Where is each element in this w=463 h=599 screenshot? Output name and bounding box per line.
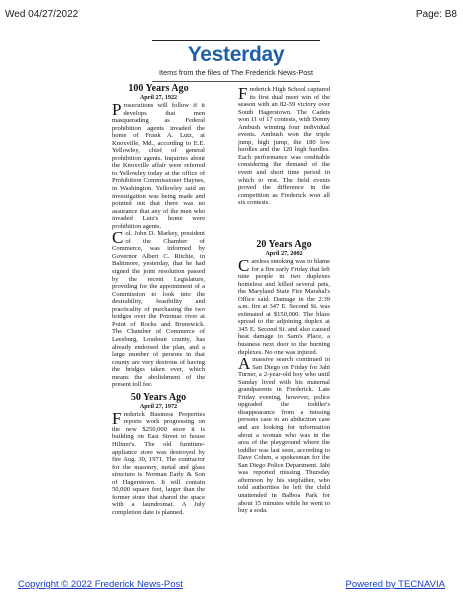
edition-date: Wed 04/27/2022 bbox=[5, 9, 79, 20]
section-date: April 27, 1972 bbox=[139, 402, 178, 410]
paragraph-text: rederick High School captured its first dual meet win of the season with an 82-59 victory over South Hagerstown. The Cadets won 11 of 17 contests, with Donny Ambush winning four individual events. Ambush won the triple jump, high jump, the 180 low hurdles and the 120 high hurdles. Each performance was creditable considering the demand of the event and short time period in which to rest. The field events proved the difference in the competition as Frederick won all six contests. bbox=[238, 86, 330, 207]
copyright-link[interactable]: Copyright © 2022 Frederick News-Post bbox=[18, 579, 183, 590]
article-paragraph bbox=[238, 86, 330, 207]
drop-cap: C bbox=[112, 228, 124, 248]
section-heading: 50 Years Ago bbox=[130, 391, 187, 403]
page-footer bbox=[0, 579, 463, 595]
drop-cap: A bbox=[238, 354, 251, 374]
section-50-years bbox=[112, 393, 205, 517]
article-paragraph bbox=[112, 408, 205, 517]
left-column bbox=[112, 84, 205, 516]
paragraph-text: rosecutions will follow if it develops that men masquerading as Federal prohibition agents invaded the home of Frank A. Lutz, at Knoxville, Md., according to E.E. Yellowley, chief of general prohibition agents. Inquiries about the Knoxville affair were referred to Yellowley today at the office of Prohibition Commissioner Haynes, in Washington. Yellowley said an investigation was being made and pointed out that there was no assurance that any of the men who invaded Lutz's home were prohibition agents. bbox=[112, 102, 205, 230]
article-paragraph bbox=[112, 230, 205, 388]
paragraph-text: rederick Business Properties reports work progressing on the new $250,000 store it is building on East Street to house Hiltner's. The old furniture-appliance store was destroyed by fire Aug. 30, 1971. The contractor for the masonry, metal and glass structure is Norman Early & Son of Hagerstown. It will contain 50,000 square feet, larger than the former store that shared the space with a laundromat. A July completion date is planned. bbox=[112, 410, 205, 516]
top-bar bbox=[0, 0, 463, 26]
section-heading: 20 Years Ago bbox=[256, 239, 312, 250]
section-date: April 27, 1922 bbox=[139, 94, 178, 101]
powered-by-link[interactable]: Powered by TECNAVIA bbox=[345, 579, 445, 590]
drop-cap: P bbox=[112, 100, 122, 119]
column-masthead bbox=[152, 40, 320, 82]
column-subtitle: Items from the files of The Frederick News-Post bbox=[159, 68, 313, 77]
section-heading: 100 Years Ago bbox=[128, 83, 189, 94]
section-100-years bbox=[112, 84, 205, 389]
drop-cap: F bbox=[112, 408, 122, 428]
masthead-top-rule bbox=[152, 40, 320, 41]
section-date: April 27, 2002 bbox=[265, 250, 303, 257]
drop-cap: F bbox=[238, 84, 248, 103]
right-column-top bbox=[238, 86, 330, 207]
section-20-years bbox=[238, 240, 330, 515]
masthead-bottom-rule bbox=[152, 81, 320, 82]
paragraph-text: ol. John D. Markey, president of the Chamber of Commerce, was informed by Governor Albert C. Ritchie, in Baltimore, yesterday, that he had signed the joint resolution passed by the recent Legislature, providing for the appointment of a Commission to look into the desirability, feasibility and practicality of purchasing the two bridges over the Potomac river at Point of Rocks and Brunswick. The Chamber of Commerce of Leesburg, Loudoun county, has already endorsed the plan, and a large number of persons in that county are very desirous of having the bridges taken over, which means the abolishment of the present toll fee. bbox=[112, 230, 205, 389]
article-paragraph bbox=[112, 102, 205, 230]
paragraph-text: areless smoking was to blame for a fire early Friday that left nine people in two duplexes homeless and killed several pets, the Maryland State Fire Marshal's Office said. Damage in the 2:39 a.m. fire at 347 E. Second St. was estimated at $150,000. The blaze spread to the adjoining duplex at 345 E. Second St. and also caused heat damage to Sam's Place, a business next door to the burning duplexes. No one was injured. bbox=[238, 258, 330, 356]
drop-cap: C bbox=[238, 256, 250, 275]
paragraph-text: massive search continued in San Diego on Friday for Jahi Turner, a 2-year-old boy who until Sunday lived with his maternal grandparents in Frederick. Late Friday evening, however, police upgraded the toddler's disappearance from a missing persons case to an abduction case and are looking for information about a woman who was in the area of the playground where the toddler was last seen, according to Dave Cohen, a spokesman for the San Diego Police Department. Jahi was reported missing Thursday afternoon by his stepfather, who told authorities he left the child unattended in Balboa Park for about 15 minutes while he went to buy a soda. bbox=[238, 356, 330, 515]
column-title: Yesterday bbox=[187, 43, 285, 66]
page-number: Page: B8 bbox=[415, 9, 457, 20]
article-paragraph bbox=[238, 258, 330, 356]
article-paragraph bbox=[238, 356, 330, 514]
